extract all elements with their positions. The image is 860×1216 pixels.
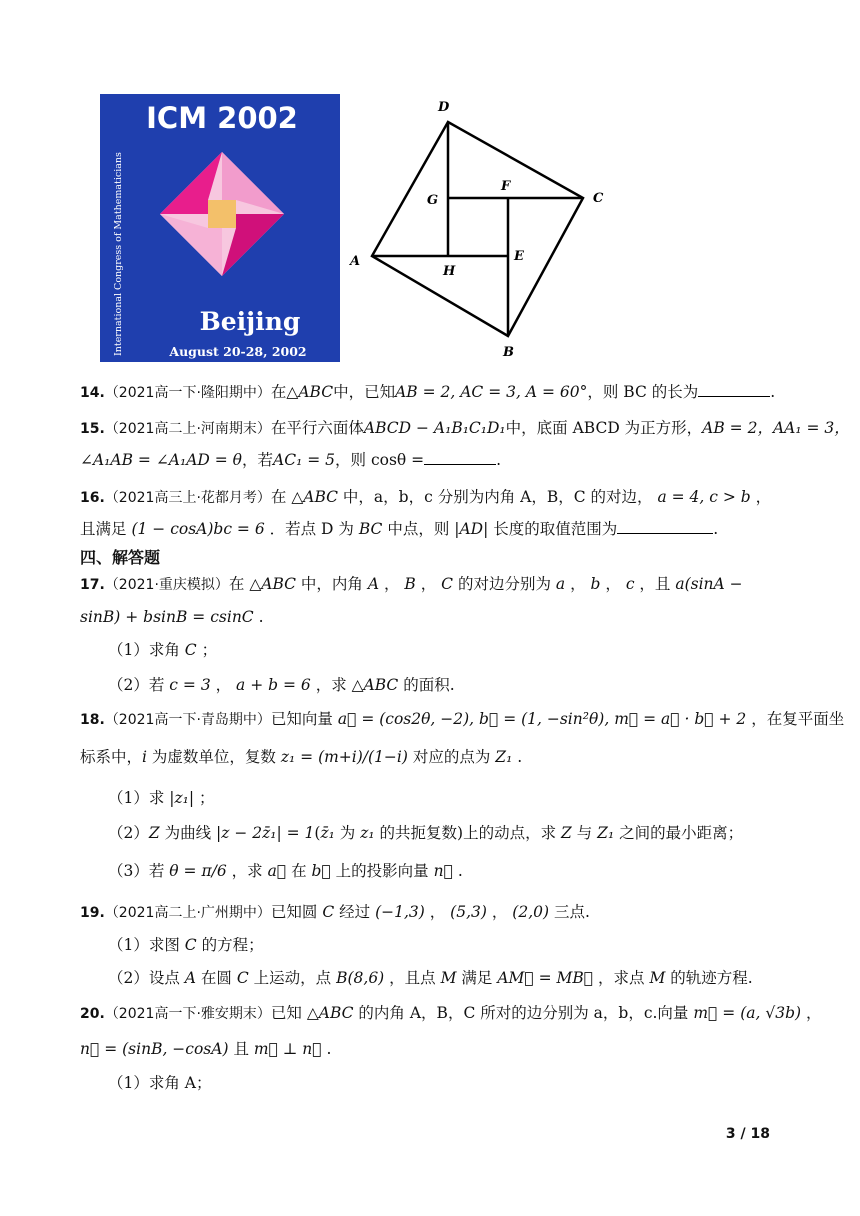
geometry-diagram (344, 94, 610, 362)
question-15: 15.（2021高二上·河南期末）在平行六面体ABCD − A₁B₁C₁D₁中，底面 ABCD 为正方形，AB = 2，AA₁ = 3， (80, 419, 850, 437)
question-15-line-2: ∠A₁AB = ∠A₁AD = θ，若AC₁ = 5，则 cosθ = . (80, 451, 502, 469)
label-b: B (503, 345, 514, 360)
icm-poster-image (100, 94, 340, 362)
label-a: A (350, 254, 361, 269)
answer-blank[interactable] (424, 450, 496, 465)
label-e: E (514, 249, 524, 264)
page-number: 3 / 18 (725, 1126, 770, 1142)
question-19-part-1: （1）求图 C 的方程； (108, 936, 264, 954)
answer-blank[interactable] (698, 382, 770, 397)
question-18-part-2: （2）Z 为曲线 |z − 2z̄₁| = 1(z̄₁ 为 z₁ 的共扼复数)上的动点，求 Z 与 Z₁ 之间的最小距离； (108, 824, 744, 842)
question-17-line-2: sinB) + bsinB = csinC . (80, 608, 264, 626)
section-heading: 四、解答题 (80, 548, 161, 567)
label-d: D (438, 100, 450, 115)
question-19: 19.（2021高二上·广州期中）已知圆 C 经过 (−1,3) ， (5,3) ， (2,0) 三点. (80, 903, 590, 921)
question-20-part-1: （1）求角 A； (108, 1074, 212, 1092)
label-g: G (427, 193, 439, 208)
question-20: 20.（2021高一下·雅安期末）已知 △ABC 的内角 A，B，C 所对的边分别为 a，b，c.向量 m⃗ = (a, √3b) ， (80, 1004, 822, 1022)
answer-blank[interactable] (617, 519, 713, 534)
outer-square (372, 122, 583, 336)
poster-city: Beijing (199, 307, 301, 336)
poster-dates: August 20-28, 2002 (169, 344, 307, 359)
label-h: H (443, 264, 456, 279)
poster-side-text: International Congress of Mathematicians (113, 152, 124, 356)
question-18-part-1: （1）求 |z₁| ； (108, 789, 215, 807)
question-17-part-2: （2）若 c = 3 ， a + b = 6 ，求 △ABC 的面积. (108, 676, 455, 694)
question-18: 18.（2021高一下·青岛期中）已知向量 a⃗ = (cos2θ, −2), b⃗ = (1, −sin²θ), m⃗ = a⃗ · b⃗ + 2 ，在复平面坐 (80, 710, 845, 728)
question-16-line-2: 且满足 (1 − cosA)bc = 6 ．若点 D 为 BC 中点，则 |AD| 长度的取值范围为 . (80, 520, 719, 538)
question-17: 17.（2021·重庆模拟）在 △ABC 中，内角 A ， B ， C 的对边分别为 a ， b ， c ，且 a(sinA − (80, 575, 743, 593)
poster-title: ICM 2002 (146, 101, 298, 135)
label-f: F (501, 179, 511, 194)
question-14: 14.（2021高一下·隆阳期中）在△ABC中，已知AB = 2, AC = 3, A = 60°，则 BC 的长为 . (80, 383, 776, 401)
question-16: 16.（2021高三上·花都月考）在 △ABC 中，a，b，c 分别为内角 A，B，C 的对边， a = 4, c > b ， (80, 488, 772, 506)
question-20-line-2: n⃗ = (sinB, −cosA) 且 m⃗ ⊥ n⃗ . (80, 1040, 332, 1058)
question-17-part-1: （1）求角 C ； (108, 641, 218, 659)
question-19-part-2: （2）设点 A 在圆 C 上运动，点 B(8,6) ，且点 M 满足 AM⃗ = MB⃗ ，求点 M 的轨迹方程. (108, 969, 753, 987)
question-18-part-3: （3）若 θ = π/6 ，求 a⃗ 在 b⃗ 上的投影向量 n⃗ . (108, 862, 463, 880)
question-18-line-2: 标系中，i 为虚数单位，复数 z₁ = (m+i)/(1−i) 对应的点为 Z₁ . (80, 748, 523, 766)
label-c: C (593, 191, 604, 206)
